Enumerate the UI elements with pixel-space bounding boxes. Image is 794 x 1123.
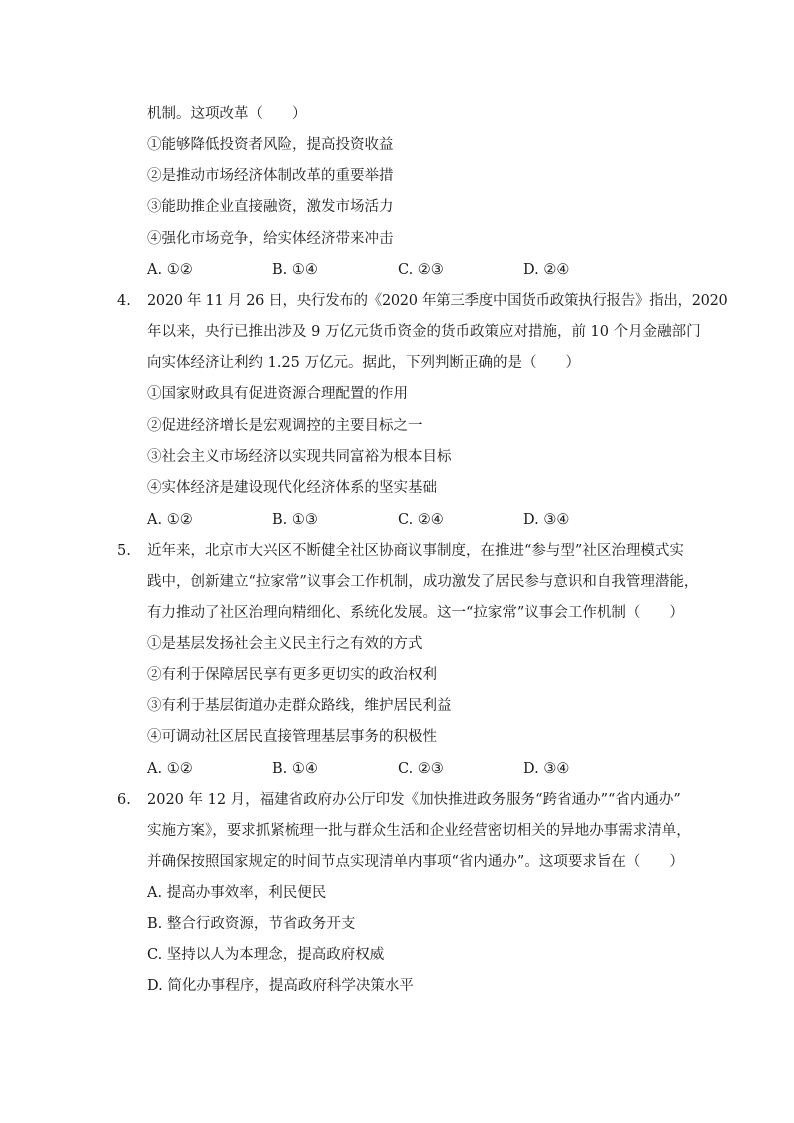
q4-stem-line-3: 向实体经济让利约 1.25 万亿元。据此，下列判断正确的是（ ） [147,355,581,371]
q4-stem-line-1: 2020 年 11 月 26 日，央行发布的《2020 年第三季度中国货币政策执行报告》指出，2020 [147,293,728,309]
q6-choice-b: B. 整合行政资源，节省政务开支 [147,916,356,932]
q4-statement-1: ①国家财政具有促进资源合理配置的作用 [147,386,408,402]
q5-number: 5. [117,543,131,559]
q5-option-c: C. ②③ [398,761,444,777]
q5-statement-4: ④可调动社区居民直接管理基层事务的积极性 [147,729,437,745]
q6-stem-line-3: 并确保按照国家规定的时间节点实现清单内事项“省内通办”。这项要求旨在（ ） [147,854,684,870]
q3-option-b: B. ①④ [272,262,318,278]
q5-statement-3: ③有利于基层街道办走群众路线，维护居民利益 [147,698,452,714]
q6-choice-c: C. 坚持以人为本理念，提高政府权威 [147,947,385,963]
q5-option-d: D. ③④ [523,761,570,777]
q4-option-a: A. ①② [147,512,193,528]
q4-number: 4. [117,293,131,309]
q3-statement-1: ①能够降低投资者风险，提高投资收益 [147,137,394,153]
q6-choice-a: A. 提高办事效率，利民便民 [147,885,327,901]
q5-stem-line-3: 有力推动了社区治理向精细化、系统化发展。这一“拉家常”议事会工作机制（ ） [147,605,684,621]
q3-statement-3: ③能助推企业直接融资，激发市场活力 [147,199,394,215]
q4-statement-3: ③社会主义市场经济以实现共同富裕为根本目标 [147,449,452,465]
q5-option-a: A. ①② [147,761,193,777]
q3-option-d: D. ②④ [523,262,570,278]
q4-stem-line-2: 年以来，央行已推出涉及 9 万亿元货币资金的货币政策应对措施，前 10 个月金融部门 [147,324,701,340]
q4-statement-2: ②促进经济增长是宏观调控的主要目标之一 [147,418,423,434]
q3-option-c: C. ②③ [398,262,444,278]
q6-stem-line-2: 实施方案》，要求抓紧梳理一批与群众生活和企业经营密切相关的异地办事需求清单， [147,823,691,839]
q5-stem-line-1: 近年来，北京市大兴区不断健全社区协商议事制度，在推进“参与型”社区治理模式实 [147,543,684,559]
q5-statement-2: ②有利于保障居民享有更多更切实的政治权利 [147,667,437,683]
q3-statement-2: ②是推动市场经济体制改革的重要举措 [147,168,394,184]
q6-choice-d: D. 简化办事程序，提高政府科学决策水平 [147,978,414,994]
q6-number: 6. [117,792,131,808]
q5-option-b: B. ①④ [272,761,318,777]
q4-option-d: D. ③④ [523,512,570,528]
q4-option-b: B. ①③ [272,512,318,528]
q3-stem-tail: 机制。这项改革（ ） [147,106,307,122]
q3-option-a: A. ①② [147,262,193,278]
q3-statement-4: ④强化市场竞争，给实体经济带来冲击 [147,231,394,247]
q6-stem-line-1: 2020 年 12 月，福建省政府办公厅印发《加快推进政务服务“跨省通办”“省内通办” [147,792,681,808]
q5-stem-line-2: 践中，创新建立“拉家常”议事会工作机制，成功激发了居民参与意识和自我管理潜能， [147,574,699,590]
q5-statement-1: ①是基层发扬社会主义民主行之有效的方式 [147,636,423,652]
q4-option-c: C. ②④ [398,512,444,528]
q4-statement-4: ④实体经济是建设现代化经济体系的坚实基础 [147,480,437,496]
